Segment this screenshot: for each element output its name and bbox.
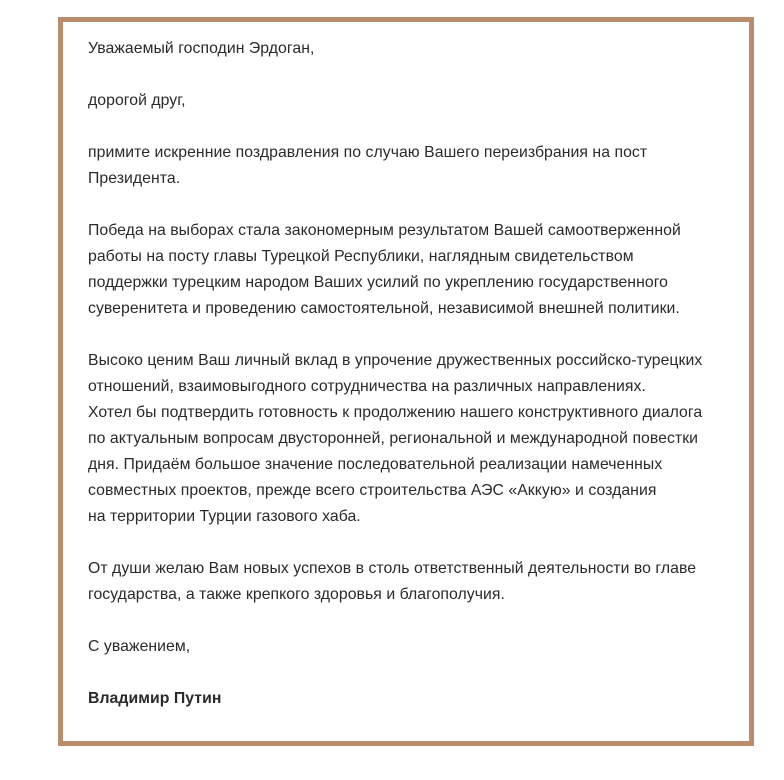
salutation-friend [88, 88, 748, 114]
paragraph-line: совместных проектов, прежде всего строительства АЭС «Аккую» и создания [88, 482, 657, 499]
paragraph-line: работы на посту главы Турецкой Республики, наглядным свидетельством [88, 248, 634, 265]
greeting [88, 36, 748, 62]
wishes-paragraph [88, 556, 748, 608]
letter-body [88, 36, 748, 712]
paragraph-line: по актуальным вопросам двусторонней, региональной и международной повестки [88, 430, 699, 447]
letter-frame [58, 17, 754, 746]
paragraph-line: Президента. [88, 170, 181, 187]
paragraph-line: Высоко ценим Ваш личный вклад в упрочение дружественных российско-турецких [88, 352, 703, 369]
closing [88, 634, 748, 660]
paragraph-line: дня. Придаём большое значение последовательной реализации намеченных [88, 456, 663, 473]
paragraph-line: примите искренние поздравления по случаю Вашего переизбрания на пост [88, 144, 648, 161]
election-victory-paragraph [88, 218, 748, 322]
congratulations-paragraph [88, 140, 748, 192]
paragraph-line: Уважаемый господин Эрдоган, [88, 40, 315, 57]
paragraph-line: государства, а также крепкого здоровья и благополучия. [88, 586, 505, 603]
paragraph-line: дорогой друг, [88, 92, 186, 109]
paragraph-line: на территории Турции газового хаба. [88, 508, 361, 525]
paragraph-line: От души желаю Вам новых успехов в столь ответственный деятельности во главе [88, 560, 697, 577]
cooperation-paragraph [88, 348, 748, 530]
paragraph-line: поддержки турецким народом Ваших усилий по укреплению государственного [88, 274, 668, 291]
paragraph-line: С уважением, [88, 638, 191, 655]
paragraph-line: Хотел бы подтвердить готовность к продолжению нашего конструктивного диалога [88, 404, 703, 421]
paragraph-line: отношений, взаимовыгодного сотрудничества на различных направлениях. [88, 378, 646, 395]
signature: Владимир Путин [88, 690, 222, 707]
paragraph-line: суверенитета и проведению самостоятельной, независимой внешней политики. [88, 300, 680, 317]
paragraph-line: Победа на выборах стала закономерным результатом Вашей самоотверженной [88, 222, 681, 239]
